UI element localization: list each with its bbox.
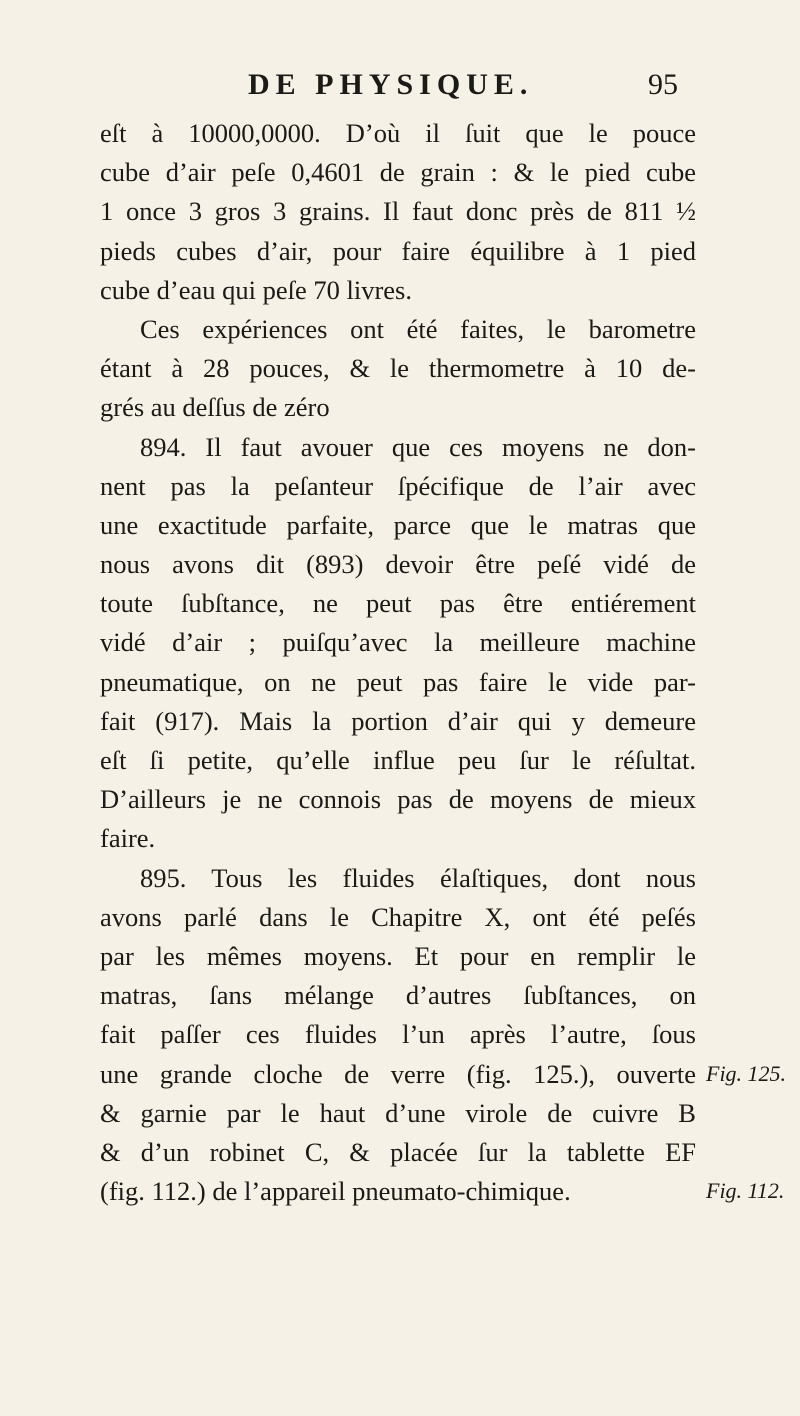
text-line: avons parlé dans le Chapitre X, ont été peſés <box>100 901 696 932</box>
text-line: matras, ſans mélange d’autres ſubſtances, on <box>100 980 696 1011</box>
text-line: 895. Tous les fluides élaſtiques, dont nous <box>140 862 696 893</box>
text-line: toute ſubſtance, ne peut pas être entiérement <box>100 588 696 619</box>
text-line: & d’un robinet C, & placée ſur la tablette EF <box>100 1136 696 1167</box>
text-line: 894. Il faut avouer que ces moyens ne don- <box>140 431 696 462</box>
text-line: fait (917). Mais la portion d’air qui y demeure <box>100 705 696 736</box>
margin-figure-reference: Fig. 112. <box>706 1178 785 1204</box>
text-line: cube d’eau qui peſe 70 livres. <box>100 274 412 305</box>
text-line: cube d’air peſe 0,4601 de grain : & le pied cube <box>100 157 696 188</box>
text-line: & garnie par le haut d’une virole de cuivre B <box>100 1097 696 1128</box>
text-line: pneumatique, on ne peut pas faire le vide par- <box>100 666 696 697</box>
text-line: une exactitude parfaite, parce que le matras que <box>100 509 696 540</box>
text-line: 1 once 3 gros 3 grains. Il faut donc près de 811 ½ <box>100 196 696 227</box>
page-header <box>248 68 678 108</box>
text-line: eſt à 10000,0000. D’où il ſuit que le pouce <box>100 118 696 148</box>
text-line: vidé d’air ; puiſqu’avec la meilleure machine <box>100 627 696 658</box>
text-line: par les mêmes moyens. Et pour en remplir le <box>100 940 696 971</box>
text-line: eſt ſi petite, qu’elle influe peu ſur le réſultat. <box>100 745 696 775</box>
text-line: fait paſſer ces fluides l’un après l’autre, ſous <box>100 1019 696 1050</box>
page-number: 95 <box>648 68 678 101</box>
body-text <box>100 114 696 1211</box>
text-line: nous avons dit (893) devoir être peſé vidé de <box>100 549 696 580</box>
text-line: grés au deſſus de zéro <box>100 392 330 423</box>
text-line: (fig. 112.) de l’appareil pneumato-chimique. <box>100 1176 571 1207</box>
running-head: DE PHYSIQUE. <box>248 68 534 101</box>
text-line: faire. <box>100 823 156 854</box>
text-line: nent pas la peſanteur ſpécifique de l’air avec <box>100 470 696 501</box>
text-line: Ces expériences ont été faites, le barometre <box>140 313 696 344</box>
text-line: une grande cloche de verre (fig. 125.), ouverte <box>100 1058 696 1089</box>
text-line: pieds cubes d’air, pour faire équilibre à 1 pied <box>100 235 696 266</box>
margin-figure-reference: Fig. 125. <box>706 1060 787 1086</box>
text-line: D’ailleurs je ne connois pas de moyens de mieux <box>100 784 696 815</box>
text-line: étant à 28 pouces, & le thermometre à 10 de- <box>100 353 696 384</box>
